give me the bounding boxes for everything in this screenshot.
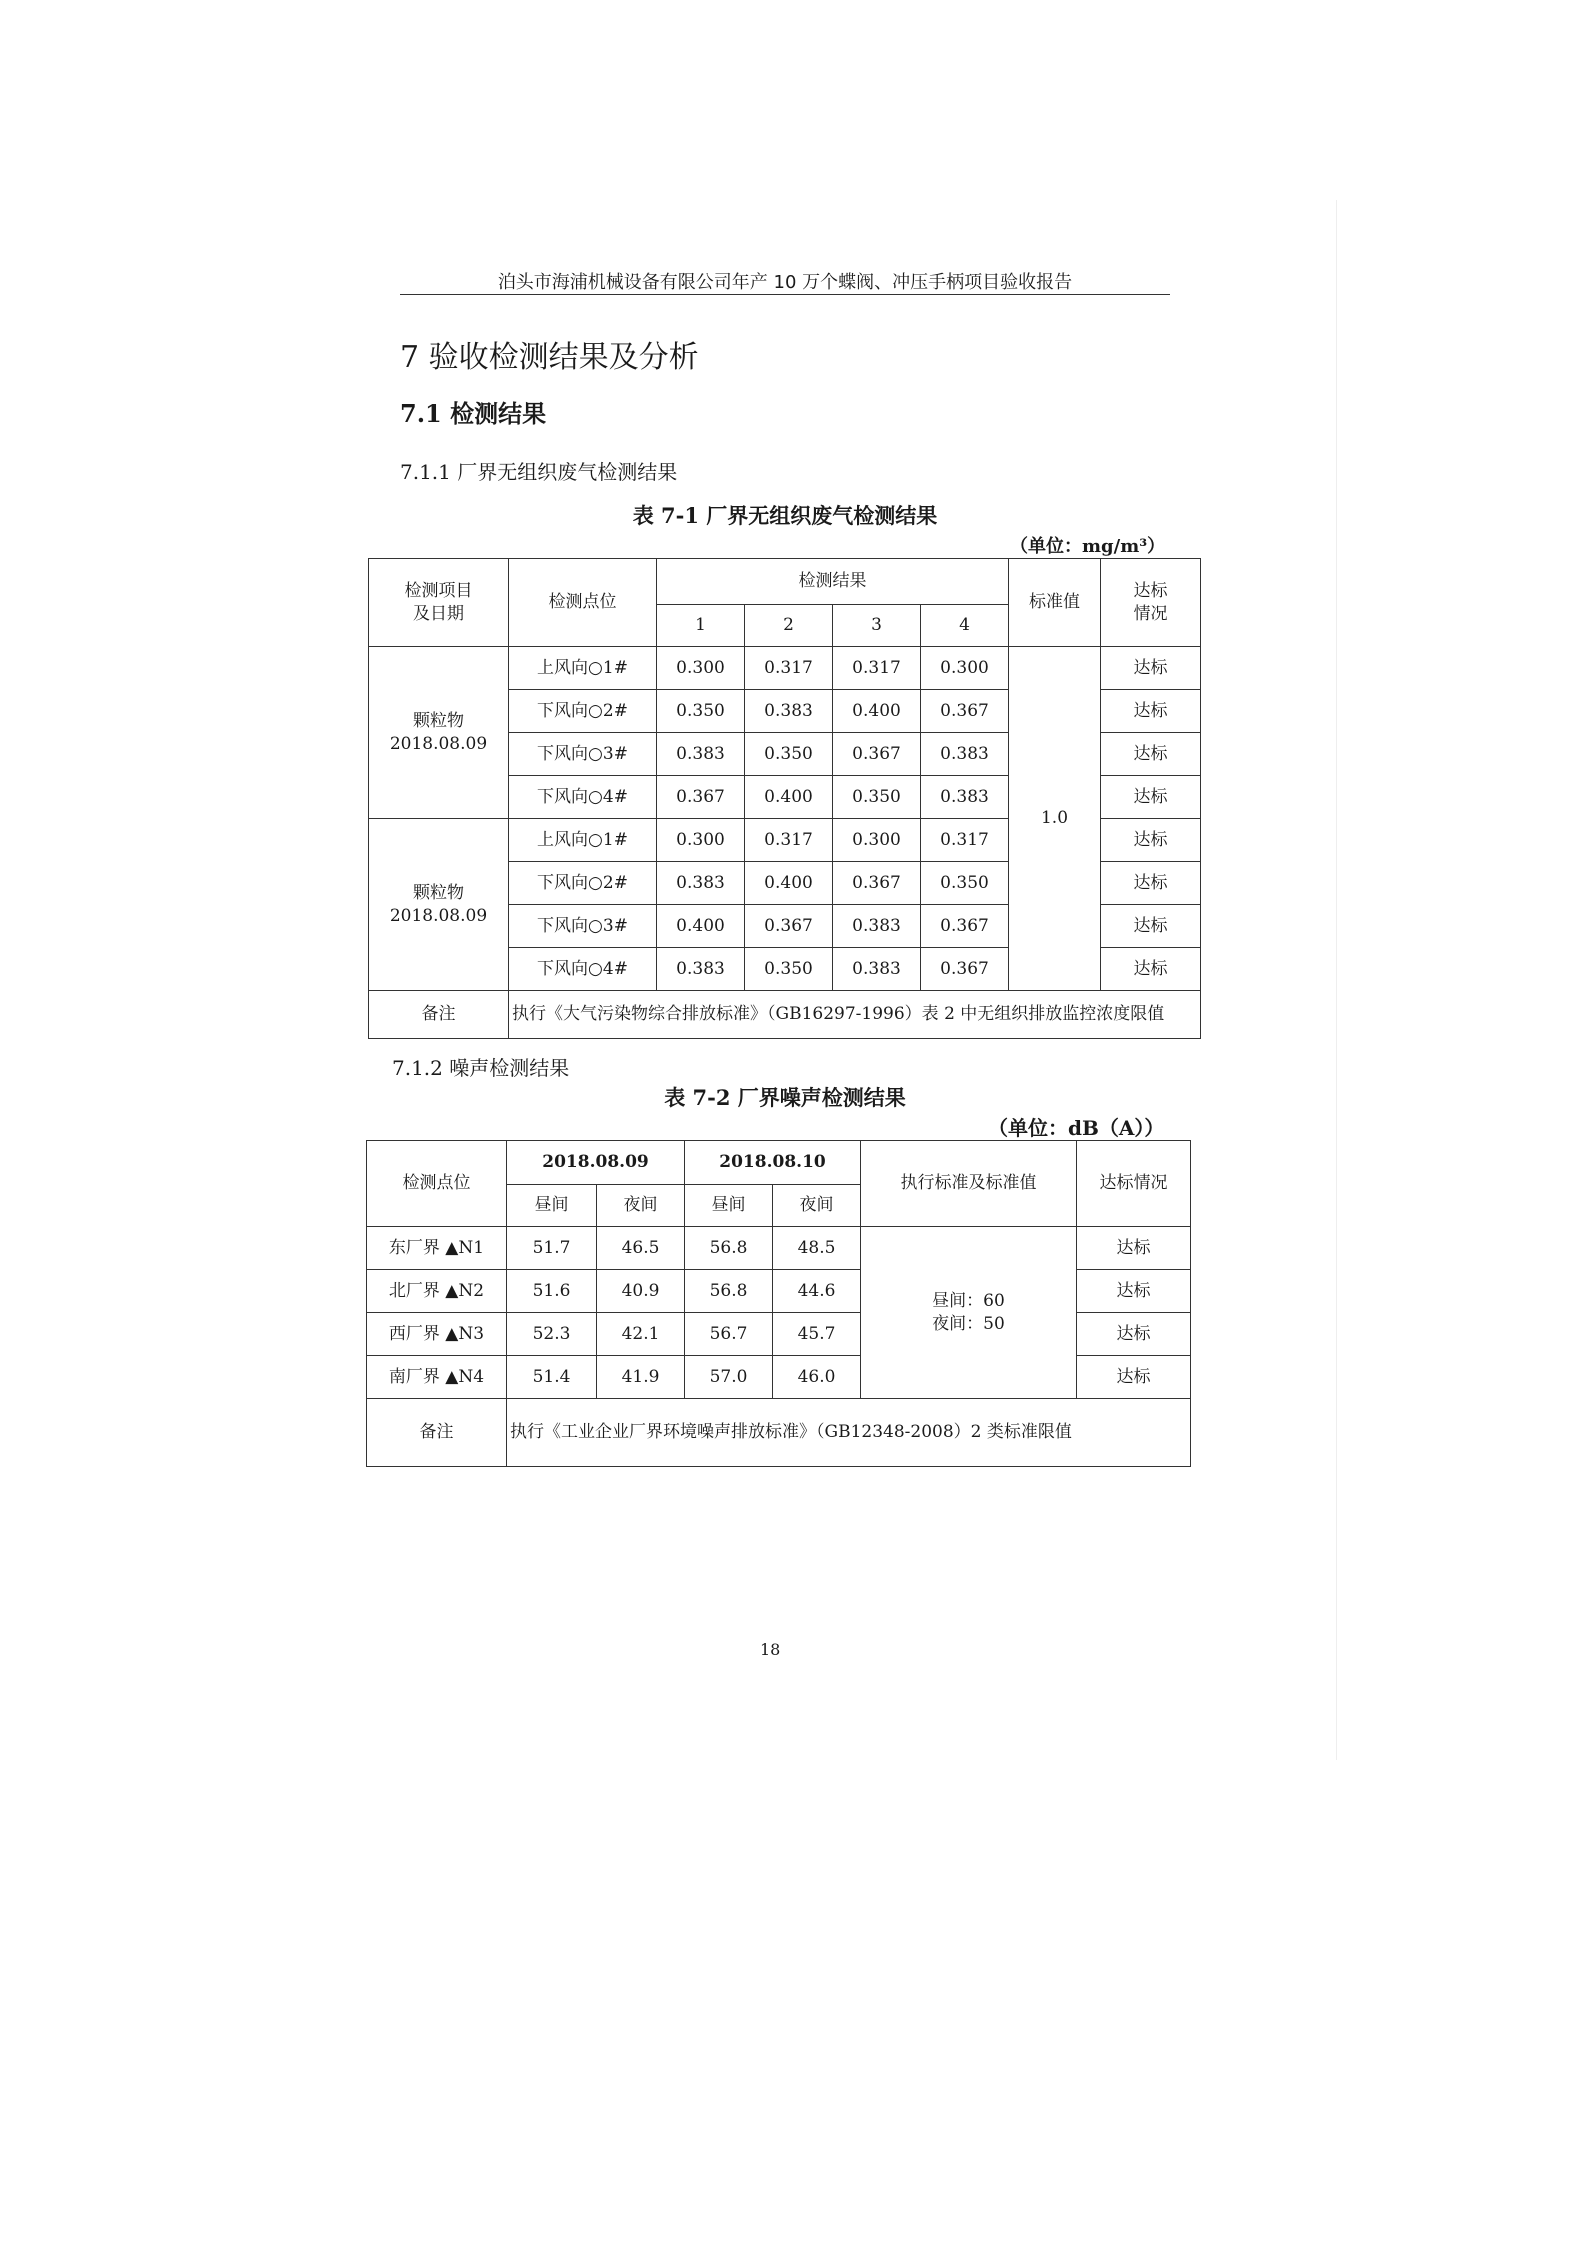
remark-label: 备注 <box>367 1399 507 1467</box>
value-cell: 51.4 <box>507 1356 597 1399</box>
status-cell: 达标 <box>1101 690 1201 733</box>
header-point: 检测点位 <box>509 559 657 647</box>
point-cell: 下风向○3# <box>509 905 657 948</box>
value-cell: 0.300 <box>921 647 1009 690</box>
header-day-1: 昼间 <box>507 1185 597 1227</box>
header-day-2: 昼间 <box>685 1185 773 1227</box>
value-cell: 0.383 <box>745 690 833 733</box>
value-cell: 0.367 <box>921 948 1009 991</box>
header-night-1: 夜间 <box>597 1185 685 1227</box>
header-status: 达标 情况 <box>1101 559 1201 647</box>
value-cell: 42.1 <box>597 1313 685 1356</box>
value-cell: 0.383 <box>657 862 745 905</box>
value-cell: 0.350 <box>657 690 745 733</box>
value-cell: 0.367 <box>921 905 1009 948</box>
header-item-date: 检测项目 及日期 <box>369 559 509 647</box>
status-cell: 达标 <box>1077 1227 1191 1270</box>
header-night-2: 夜间 <box>773 1185 861 1227</box>
remark-label: 备注 <box>369 991 509 1039</box>
value-cell: 56.7 <box>685 1313 773 1356</box>
header-col-1: 1 <box>657 605 745 647</box>
group-label: 颗粒物 2018.08.09 <box>369 647 509 819</box>
point-cell: 南厂界 ▲N4 <box>367 1356 507 1399</box>
status-cell: 达标 <box>1077 1270 1191 1313</box>
status-cell: 达标 <box>1101 862 1201 905</box>
value-cell: 0.400 <box>657 905 745 948</box>
value-cell: 46.5 <box>597 1227 685 1270</box>
value-cell: 0.350 <box>833 776 921 819</box>
header-date-2: 2018.08.10 <box>685 1141 861 1185</box>
status-cell: 达标 <box>1101 647 1201 690</box>
value-cell: 0.367 <box>657 776 745 819</box>
value-cell: 0.317 <box>921 819 1009 862</box>
value-cell: 0.400 <box>745 862 833 905</box>
point-cell: 下风向○4# <box>509 948 657 991</box>
table2-unit: （单位：dB（A）） <box>988 1116 1165 1140</box>
value-cell: 52.3 <box>507 1313 597 1356</box>
point-cell: 下风向○2# <box>509 862 657 905</box>
subsection-title-noise: 7.1.2 噪声检测结果 <box>392 1056 570 1080</box>
header-col-3: 3 <box>833 605 921 647</box>
subsection-title-gas: 7.1.1 厂界无组织废气检测结果 <box>400 460 678 484</box>
point-cell: 西厂界 ▲N3 <box>367 1313 507 1356</box>
value-cell: 0.350 <box>745 948 833 991</box>
scan-edge <box>1336 200 1337 1760</box>
value-cell: 0.367 <box>745 905 833 948</box>
standard-value: 昼间：60 夜间：50 <box>861 1227 1077 1399</box>
value-cell: 0.367 <box>833 733 921 776</box>
gas-results-table <box>368 558 1201 1039</box>
value-cell: 0.383 <box>657 948 745 991</box>
value-cell: 0.317 <box>833 647 921 690</box>
value-cell: 0.317 <box>745 647 833 690</box>
value-cell: 51.7 <box>507 1227 597 1270</box>
header-col-2: 2 <box>745 605 833 647</box>
value-cell: 0.367 <box>833 862 921 905</box>
value-cell: 0.383 <box>833 905 921 948</box>
table1-caption: 表 7-1 厂界无组织废气检测结果 <box>632 503 938 528</box>
value-cell: 0.383 <box>921 776 1009 819</box>
chapter-title: 7 验收检测结果及分析 <box>400 340 699 375</box>
value-cell: 0.383 <box>833 948 921 991</box>
header-standard: 标准值 <box>1009 559 1101 647</box>
status-cell: 达标 <box>1077 1356 1191 1399</box>
point-cell: 北厂界 ▲N2 <box>367 1270 507 1313</box>
value-cell: 0.383 <box>921 733 1009 776</box>
status-cell: 达标 <box>1101 905 1201 948</box>
header-status: 达标情况 <box>1077 1141 1191 1227</box>
group-label: 颗粒物 2018.08.09 <box>369 819 509 991</box>
remark-row <box>369 991 1201 1039</box>
value-cell: 0.350 <box>745 733 833 776</box>
value-cell: 57.0 <box>685 1356 773 1399</box>
status-cell: 达标 <box>1077 1313 1191 1356</box>
status-cell: 达标 <box>1101 819 1201 862</box>
point-cell: 上风向○1# <box>509 819 657 862</box>
status-cell: 达标 <box>1101 948 1201 991</box>
value-cell: 0.300 <box>833 819 921 862</box>
value-cell: 46.0 <box>773 1356 861 1399</box>
value-cell: 45.7 <box>773 1313 861 1356</box>
header-date-1: 2018.08.09 <box>507 1141 685 1185</box>
value-cell: 0.300 <box>657 647 745 690</box>
value-cell: 40.9 <box>597 1270 685 1313</box>
table-row <box>369 647 1201 690</box>
header-results: 检测结果 <box>657 559 1009 605</box>
value-cell: 0.350 <box>921 862 1009 905</box>
status-cell: 达标 <box>1101 733 1201 776</box>
value-cell: 44.6 <box>773 1270 861 1313</box>
remark-text: 执行《大气污染物综合排放标准》（GB16297-1996）表 2 中无组织排放监控浓度限值 <box>509 991 1201 1039</box>
value-cell: 41.9 <box>597 1356 685 1399</box>
point-cell: 上风向○1# <box>509 647 657 690</box>
page-number: 18 <box>760 1640 781 1659</box>
value-cell: 0.300 <box>657 819 745 862</box>
point-cell: 东厂界 ▲N1 <box>367 1227 507 1270</box>
noise-results-table <box>366 1140 1191 1467</box>
point-cell: 下风向○2# <box>509 690 657 733</box>
value-cell: 0.367 <box>921 690 1009 733</box>
value-cell: 48.5 <box>773 1227 861 1270</box>
header-col-4: 4 <box>921 605 1009 647</box>
header-rule <box>400 294 1170 295</box>
remark-text: 执行《工业企业厂界环境噪声排放标准》（GB12348-2008）2 类标准限值 <box>507 1399 1191 1467</box>
value-cell: 56.8 <box>685 1270 773 1313</box>
point-cell: 下风向○4# <box>509 776 657 819</box>
table-row <box>367 1227 1191 1270</box>
remark-row <box>367 1399 1191 1467</box>
value-cell: 56.8 <box>685 1227 773 1270</box>
point-cell: 下风向○3# <box>509 733 657 776</box>
standard-value: 1.0 <box>1009 647 1101 991</box>
running-header: 泊头市海浦机械设备有限公司年产 10 万个蝶阀、冲压手柄项目验收报告 <box>497 272 1073 293</box>
value-cell: 0.400 <box>833 690 921 733</box>
status-cell: 达标 <box>1101 776 1201 819</box>
header-point: 检测点位 <box>367 1141 507 1227</box>
table1-unit: （单位：mg/m³） <box>1010 536 1166 557</box>
value-cell: 51.6 <box>507 1270 597 1313</box>
value-cell: 0.383 <box>657 733 745 776</box>
value-cell: 0.400 <box>745 776 833 819</box>
section-title: 7.1 检测结果 <box>400 399 547 428</box>
value-cell: 0.317 <box>745 819 833 862</box>
table2-caption: 表 7-2 厂界噪声检测结果 <box>664 1085 906 1110</box>
header-standard: 执行标准及标准值 <box>861 1141 1077 1227</box>
